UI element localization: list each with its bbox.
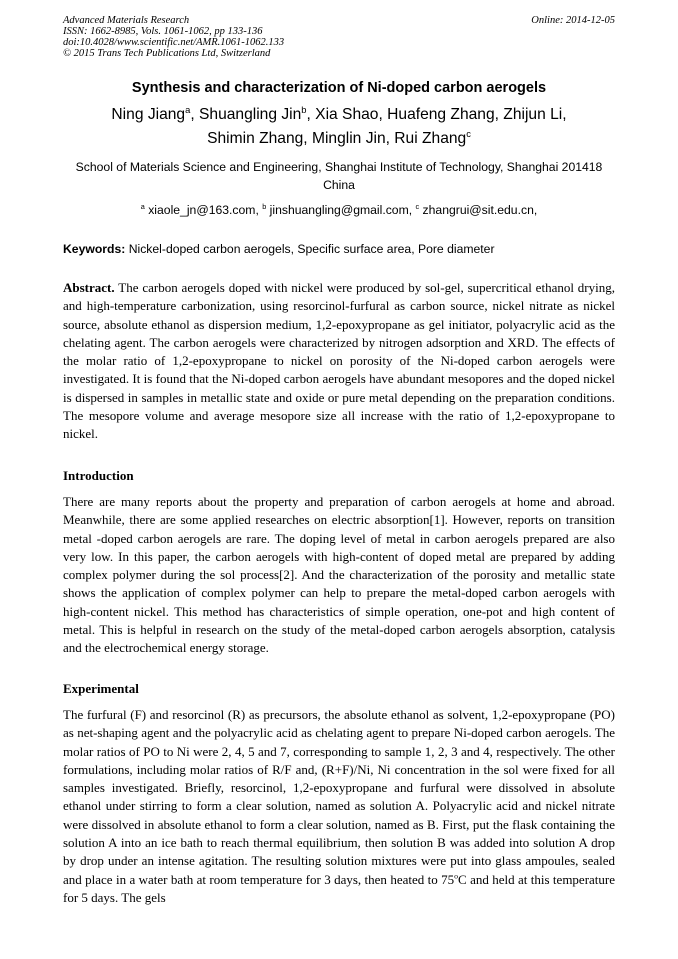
- abstract-label: Abstract.: [63, 280, 115, 295]
- email-b: jinshuangling@gmail.com,: [266, 203, 416, 217]
- copyright-line: © 2015 Trans Tech Publications Ltd, Switzerland: [63, 48, 271, 59]
- author-list: [0, 103, 678, 151]
- author-2: , Shuangling Jin: [190, 106, 302, 123]
- email-c: zhangrui@sit.edu.cn,: [419, 203, 538, 217]
- experimental-text-end: C and held at this temperature for 5 days. The gels: [63, 871, 616, 905]
- issn-line: ISSN: 1662-8985, Vols. 1061-1062, pp 133-136: [63, 26, 263, 37]
- experimental-heading: Experimental: [63, 681, 139, 696]
- author-1-sup: a: [185, 104, 191, 115]
- author-line-1: [0, 103, 678, 127]
- keywords-text: Nickel-doped carbon aerogels, Specific surface area, Pore diameter: [125, 242, 495, 256]
- journal-header: [63, 15, 615, 59]
- paper-title: Synthesis and characterization of Ni-doped carbon aerogels: [131, 80, 547, 96]
- introduction-heading: Introduction: [63, 468, 134, 483]
- abstract-text: The carbon aerogels doped with nickel were produced by sol-gel, supercritical ethanol drying, and high-temperature carbonization, using resorcinol-furfural as carbon source, nickel nitrate as nickel source, absolute ethanol as dispersion medium, 1,2-epoxypropane as gel initiator, polyacrylic acid as the chelating agent. The carbon aerogels were characterized by nitrogen adsorption and XRD. The effects of the molar ratio of 1,2-epoxypropane to nickel on porosity of the Ni-doped carbon aerogels were investigated. It is found that the Ni-doped carbon aerogels have abundant mesopores and the doped nickel is dispersed in samples in metallic state and oxide or pure metal depending on the preparation conditions. The mesopore volume and average mesopore size all increase with the ratio of 1,2-epoxypropane to nickel.: [63, 280, 615, 442]
- authors-rest: , Xia Shao, Huafeng Zhang, Zhijun Li,: [306, 106, 567, 123]
- online-date: Online: 2014-12-05: [531, 15, 615, 26]
- experimental-text-main: The furfural (F) and resorcinol (R) as precursors, the absolute ethanol as solvent, 1,2-epoxypropane (PO) as net-shaping agent and the polyacrylic acid as chelating agent to prepare Ni-doped carbon aerogels. The molar ratios of PO to Ni were 2, 4, 5 and 7, corresponding to sample 1, 2, 3 and 4, respectively. The other formulations, including molar ratios of R/F and, (R+F)/Ni, Ni concentration in the sol were fixed for all samples investigated. Briefly, resorcinol, 1,2-epoxypropane and furfural were dissolved in absolute ethanol under stirring to form a clear solution, named as solution A. Polyacrylic acid and nickel nitrate were dissolved in absolute ethanol to form a clear solution, named as B. First, put the flask containing the solution A into an ice bath to reach thermal equilibrium, then solution B was added into solution A drop by drop under an intense agitation. The resulting solution mixtures were put into glass ampoules, sealed and place in a water bath at room temperature for 3 days, then heated to 75: [63, 707, 615, 887]
- degree-sup: o: [454, 871, 459, 881]
- author-last-sup: c: [466, 128, 471, 139]
- keywords-label: Keywords:: [63, 242, 126, 256]
- email-a: xiaole_jn@163.com,: [144, 203, 263, 217]
- journal-name: Advanced Materials Research: [63, 15, 190, 26]
- affiliation: School of Materials Science and Engineering, Shanghai Institute of Technology, Shanghai 201418 China: [75, 160, 603, 192]
- keywords: [63, 242, 615, 256]
- author-1: Ning Jiang: [111, 106, 186, 123]
- email-a-sup: a: [140, 201, 145, 211]
- abstract: [63, 279, 615, 444]
- doi-line: doi:10.4028/www.scientific.net/AMR.1061-1062.133: [63, 37, 285, 48]
- author-emails: [0, 203, 678, 217]
- authors-line-2-text: Shimin Zhang, Minglin Jin, Rui Zhang: [207, 130, 467, 147]
- author-line-2: [0, 127, 678, 151]
- email-b-sup: b: [262, 201, 267, 211]
- email-c-sup: c: [415, 201, 420, 211]
- introduction-text: There are many reports about the property and preparation of carbon aerogels at home and abroad. Meanwhile, there are some applied researches on electric absorption[1]. However, reports on transition metal -doped carbon aerogels are rare. The doping level of metal in carbon aerogels prepared are also very low. In this paper, the carbon aerogels with high-content of doped metal are prepared by adding complex polymer during the sol process[2]. And the characterization of the porosity and metallic state shows the application of complex polymer can help to prepare the metal-doped carbon aerogels with high-content nickel. This method has characteristics of simple operation, one-pot and high content of metal. This is helpful in research on the study of the metal-doped carbon aerogels absorption, catalysis and the electrochemical energy storage.: [63, 494, 615, 656]
- experimental-text: [63, 706, 615, 907]
- author-2-sup: b: [301, 104, 307, 115]
